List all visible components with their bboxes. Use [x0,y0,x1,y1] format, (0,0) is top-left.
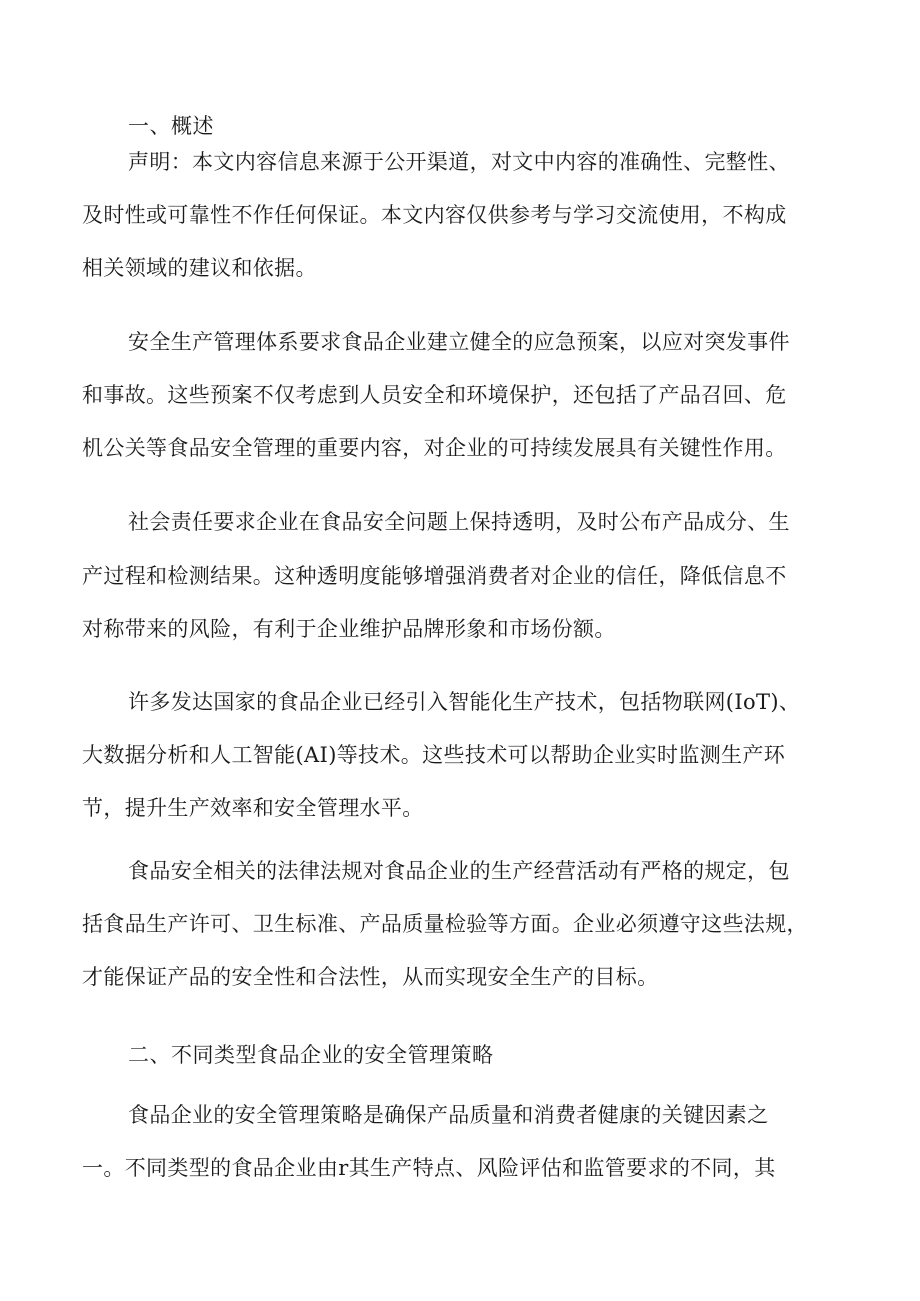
paragraph-line: 许多发达国家的食品企业已经引入智能化生产技术，包括物联网(IoT)、 [128,690,801,714]
paragraph-line: 食品企业的安全管理策略是确保产品质量和消费者健康的关键因素之 [128,1103,769,1127]
paragraph-line: 声明：本文内容信息来源于公开渠道，对文中内容的准确性、完整性、 [128,150,790,174]
paragraph-line: 才能保证产品的安全性和合法性，从而实现安全生产的目标。 [82,965,659,989]
paragraph-line: 食品安全相关的法律法规对食品企业的生产经营活动有严格的规定，包 [128,859,790,883]
paragraph-line: 产过程和检测结果。这种透明度能够增强消费者对企业的信任，降低信息不 [82,564,787,588]
section-heading-strategies: 二、不同类型食品企业的安全管理策略 [128,1043,494,1067]
paragraph-line: 相关领域的建议和依据。 [82,256,317,280]
paragraph-line: 大数据分析和人工智能(AI)等技术。这些技术可以帮助企业实时监测生产环 [82,743,786,767]
paragraph-line: 括食品生产许可、卫生标准、产品质量检验等方面。企业必须遵守这些法规， [82,912,808,936]
paragraph-line: 及时性或可靠性不作任何保证。本文内容仅供参考与学习交流使用，不构成 [82,203,787,227]
paragraph-line: 安全生产管理体系要求食品企业建立健全的应急预案，以应对突发事件 [128,330,790,354]
paragraph-line: 和事故。这些预案不仅考虑到人员安全和环境保护，还包括了产品召回、危 [82,383,787,407]
section-heading-overview: 一、概述 [128,114,214,138]
paragraph-line: 节，提升生产效率和安全管理水平。 [82,796,424,820]
paragraph-line: 对称带来的风险，有利于企业维护品牌形象和市场份额。 [82,617,616,641]
paragraph-line: 一。不同类型的食品企业由r其生产特点、风险评估和监管要求的不同，其 [82,1156,776,1180]
paragraph-line: 社会责任要求企业在食品安全问题上保持透明，及时公布产品成分、生 [128,510,790,534]
paragraph-line: 机公关等食品安全管理的重要内容，对企业的可持续发展具有关键性作用。 [82,436,787,460]
